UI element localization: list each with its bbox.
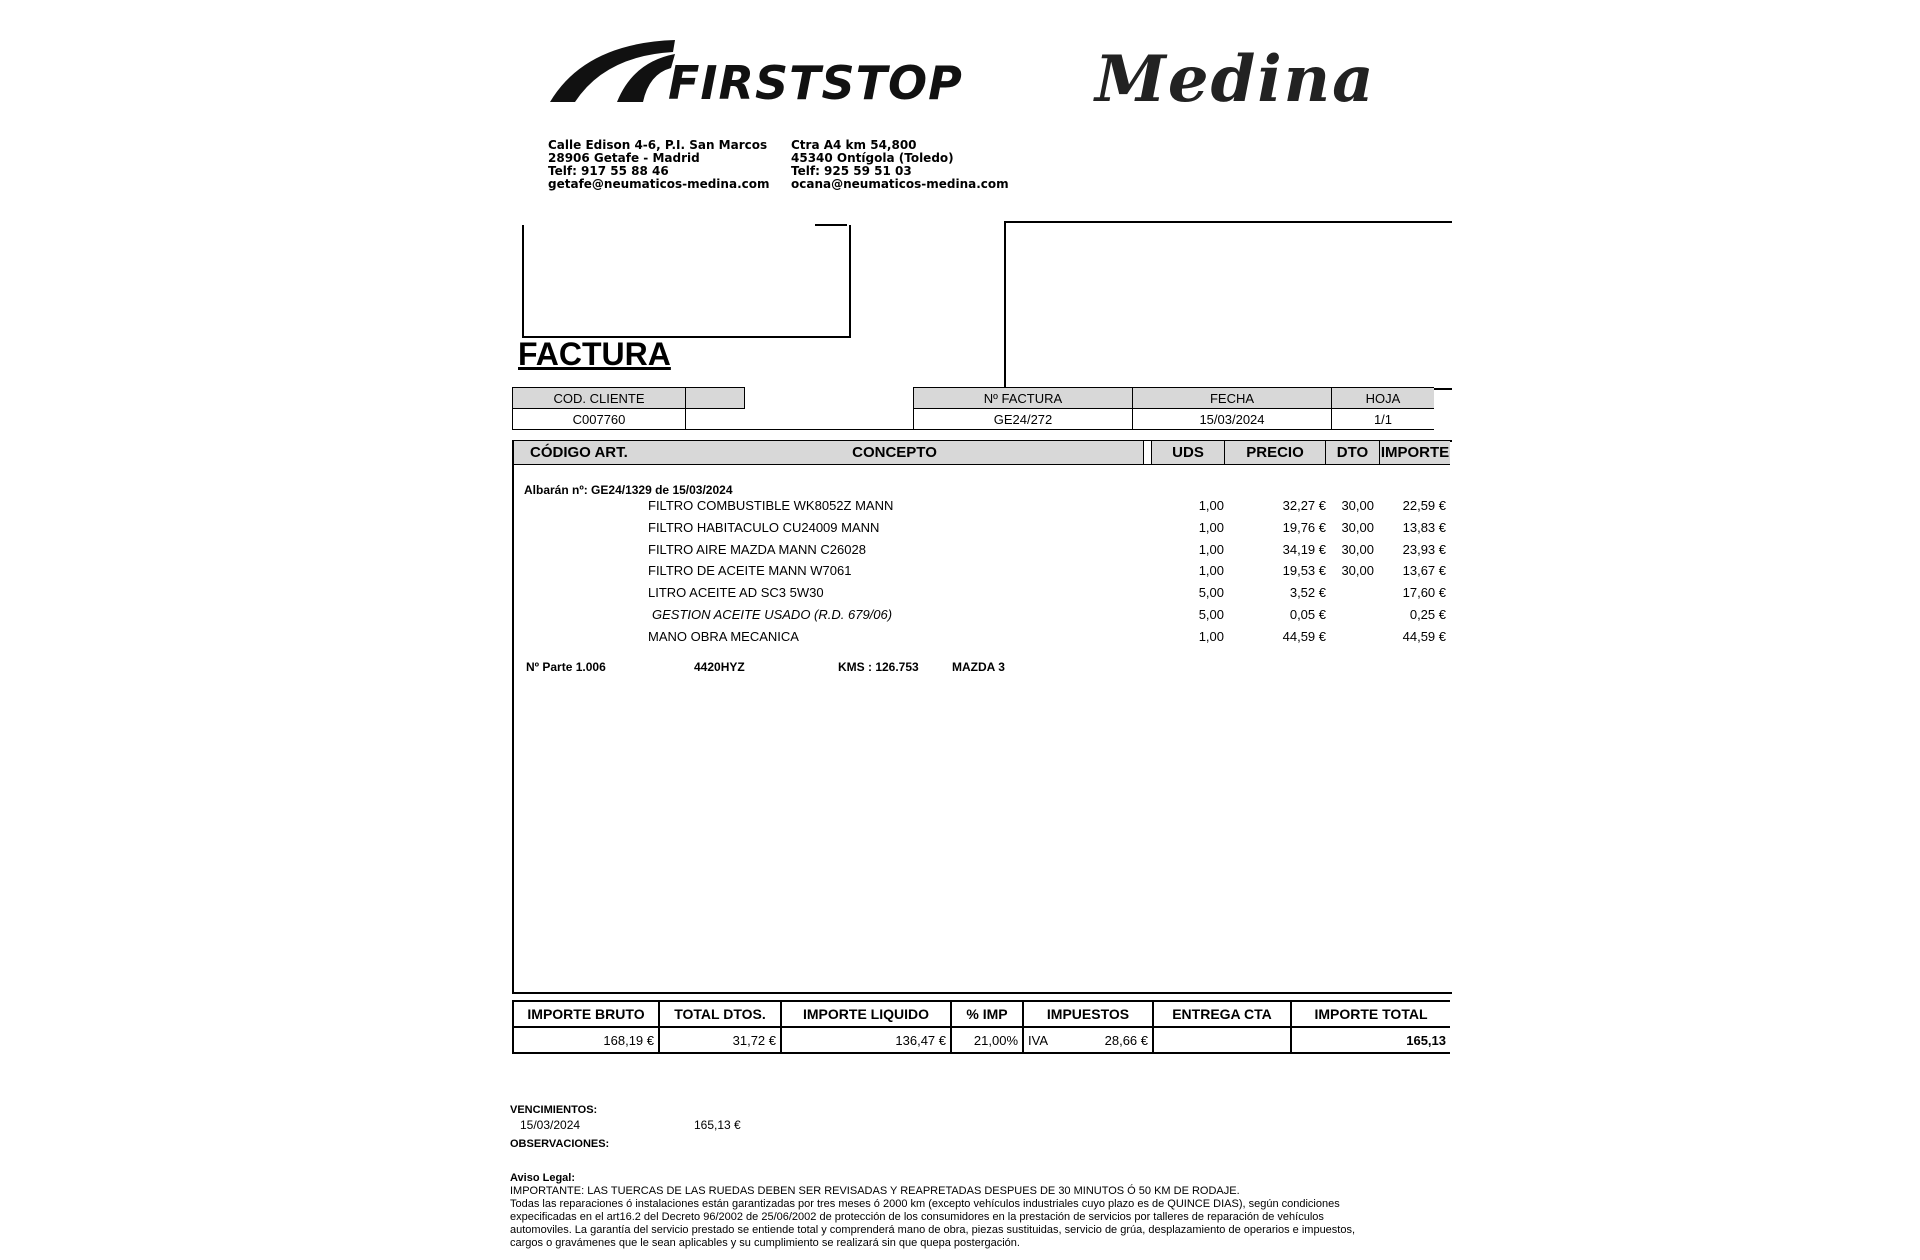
total-amount: 165,13 <box>1291 1027 1450 1053</box>
vehicle-model: MAZDA 3 <box>952 660 1005 674</box>
part-number: Nº Parte 1.006 <box>526 660 606 674</box>
tax-pct: 21,00% <box>951 1027 1023 1053</box>
recipient-box <box>1004 221 1452 390</box>
invoice-no-label: Nº FACTURA <box>914 388 1133 409</box>
sheet-label: HOJA <box>1332 388 1435 409</box>
sheet-number: 1/1 <box>1332 409 1435 430</box>
item-concept: GESTION ACEITE USADO (R.D. 679/06) <box>652 607 893 622</box>
observations-label: OBSERVACIONES: <box>510 1138 610 1150</box>
vehicle-kms: KMS : 126.753 <box>838 660 919 674</box>
invoice-date: 15/03/2024 <box>1133 409 1332 430</box>
client-code: C007760 <box>513 409 686 430</box>
item-price: 19,76 € <box>1282 520 1326 535</box>
client-name-label <box>686 388 745 409</box>
item-units: 5,00 <box>1198 585 1224 600</box>
item-units: 1,00 <box>1198 629 1224 644</box>
due-amount: 165,13 € <box>694 1118 741 1132</box>
item-units: 1,00 <box>1198 520 1224 535</box>
legal-title: Aviso Legal: <box>510 1172 575 1184</box>
due-date: 15/03/2024 <box>520 1118 581 1132</box>
item-concept: MANO OBRA MECANICA <box>648 629 799 644</box>
net-amount: 136,47 € <box>781 1027 951 1053</box>
brand-medina: Medina <box>1095 42 1376 117</box>
item-amount: 13,67 € <box>1402 563 1446 578</box>
item-discount: 30,00 <box>1341 542 1374 557</box>
legal-line: Todas las reparaciones ó instalaciones están garantizadas por tres meses ó 2000 km (excepto vehículos industriales cuyo plazo es de QUINCE DIAS), según condiciones <box>510 1198 1340 1210</box>
column-price: PRECIO <box>1225 441 1326 465</box>
tax-pct-label: % IMP <box>951 1001 1023 1027</box>
invoice-no: GE24/272 <box>914 409 1133 430</box>
due-label: VENCIMIENTOS: <box>510 1104 598 1116</box>
item-concept: FILTRO HABITACULO CU24009 MANN <box>648 520 880 535</box>
item-price: 0,05 € <box>1289 607 1326 622</box>
taxes-cell <box>1023 1027 1153 1053</box>
legal-line: IMPORTANTE: LAS TUERCAS DE LAS RUEDAS DEBEN SER REVISADAS Y REAPRETADAS DESPUES DE 30 MINUTOS Ó 50 KM DE RODAJE. <box>510 1185 1240 1197</box>
item-price: 3,52 € <box>1289 585 1326 600</box>
item-units: 1,00 <box>1198 498 1224 513</box>
item-units: 1,00 <box>1198 542 1224 557</box>
item-discount: 30,00 <box>1341 498 1374 513</box>
item-concept: FILTRO DE ACEITE MANN W7061 <box>648 563 852 578</box>
legal-line: expecificadas en el art16.2 del Decreto 96/2002 de 25/06/2002 de protección de los consumidores en la prestación de servicios por talleres de reparación de vehículos <box>510 1211 1324 1223</box>
taxes-label: IMPUESTOS <box>1023 1001 1153 1027</box>
tax-name: IVA <box>1028 1032 1048 1048</box>
gross-amount: 168,19 € <box>513 1027 659 1053</box>
net-label: IMPORTE LIQUIDO <box>781 1001 951 1027</box>
client-code-label: COD. CLIENTE <box>513 388 686 409</box>
gross-label: IMPORTE BRUTO <box>513 1001 659 1027</box>
item-price: 32,27 € <box>1282 498 1326 513</box>
taxes-amount: 28,66 € <box>1104 1032 1148 1048</box>
column-units: UDS <box>1152 441 1225 465</box>
document-title: FACTURA <box>518 336 671 372</box>
vehicle-plate: 4420HYZ <box>694 660 745 674</box>
address-ontigola: Ctra A4 km 54,800 45340 Ontígola (Toledo) Telf: 925 59 51 03 ocana@neumaticos-medina.com <box>791 138 1009 191</box>
item-amount: 0,25 € <box>1409 607 1446 622</box>
item-amount: 17,60 € <box>1402 585 1446 600</box>
total-label: IMPORTE TOTAL <box>1291 1001 1450 1027</box>
item-amount: 44,59 € <box>1402 629 1446 644</box>
item-concept: FILTRO COMBUSTIBLE WK8052Z MANN <box>648 498 894 513</box>
sender-box <box>522 225 851 338</box>
item-units: 5,00 <box>1198 607 1224 622</box>
totals-table <box>512 1000 1450 1054</box>
item-amount: 22,59 € <box>1402 498 1446 513</box>
item-units: 1,00 <box>1198 563 1224 578</box>
column-concept: CONCEPTO <box>646 441 1144 465</box>
legal-line: automoviles. La garantía del servicio prestado se entiende total y comprenderá mano de obra, piezas sustituidas, servicio de grúa, desplazamiento de operarios e impuestos, <box>510 1224 1356 1236</box>
item-concept: LITRO ACEITE AD SC3 5W30 <box>648 585 824 600</box>
column-code: CÓDIGO ART. <box>514 441 646 465</box>
brand-firststop: FIRSTSTOP <box>668 56 963 110</box>
column-amount: IMPORTE <box>1380 441 1450 465</box>
item-price: 34,19 € <box>1282 542 1326 557</box>
item-price: 19,53 € <box>1282 563 1326 578</box>
item-concept: FILTRO AIRE MAZDA MANN C26028 <box>648 542 866 557</box>
address-getafe: Calle Edison 4-6, P.I. San Marcos 28906 Getafe - Madrid Telf: 917 55 88 46 getafe@neumaticos-medina.com <box>548 138 770 191</box>
item-amount: 13,83 € <box>1402 520 1446 535</box>
delivery-note: Albarán nº: GE24/1329 de 15/03/2024 <box>524 483 733 497</box>
column-discount: DTO <box>1326 441 1380 465</box>
date-label: FECHA <box>1133 388 1332 409</box>
advance-amount <box>1153 1027 1291 1053</box>
discounts-amount: 31,72 € <box>659 1027 781 1053</box>
sender-box-top <box>815 224 847 226</box>
item-discount: 30,00 <box>1341 520 1374 535</box>
item-discount: 30,00 <box>1341 563 1374 578</box>
discounts-label: TOTAL DTOS. <box>659 1001 781 1027</box>
advance-label: ENTREGA CTA <box>1153 1001 1291 1027</box>
legal-line: cargos o gravámenes que le sean aplicables y su cumplimiento se realizará sin que quepa postergación. <box>510 1237 1020 1249</box>
item-amount: 23,93 € <box>1402 542 1446 557</box>
invoice-header-table <box>512 387 1434 430</box>
item-price: 44,59 € <box>1282 629 1326 644</box>
